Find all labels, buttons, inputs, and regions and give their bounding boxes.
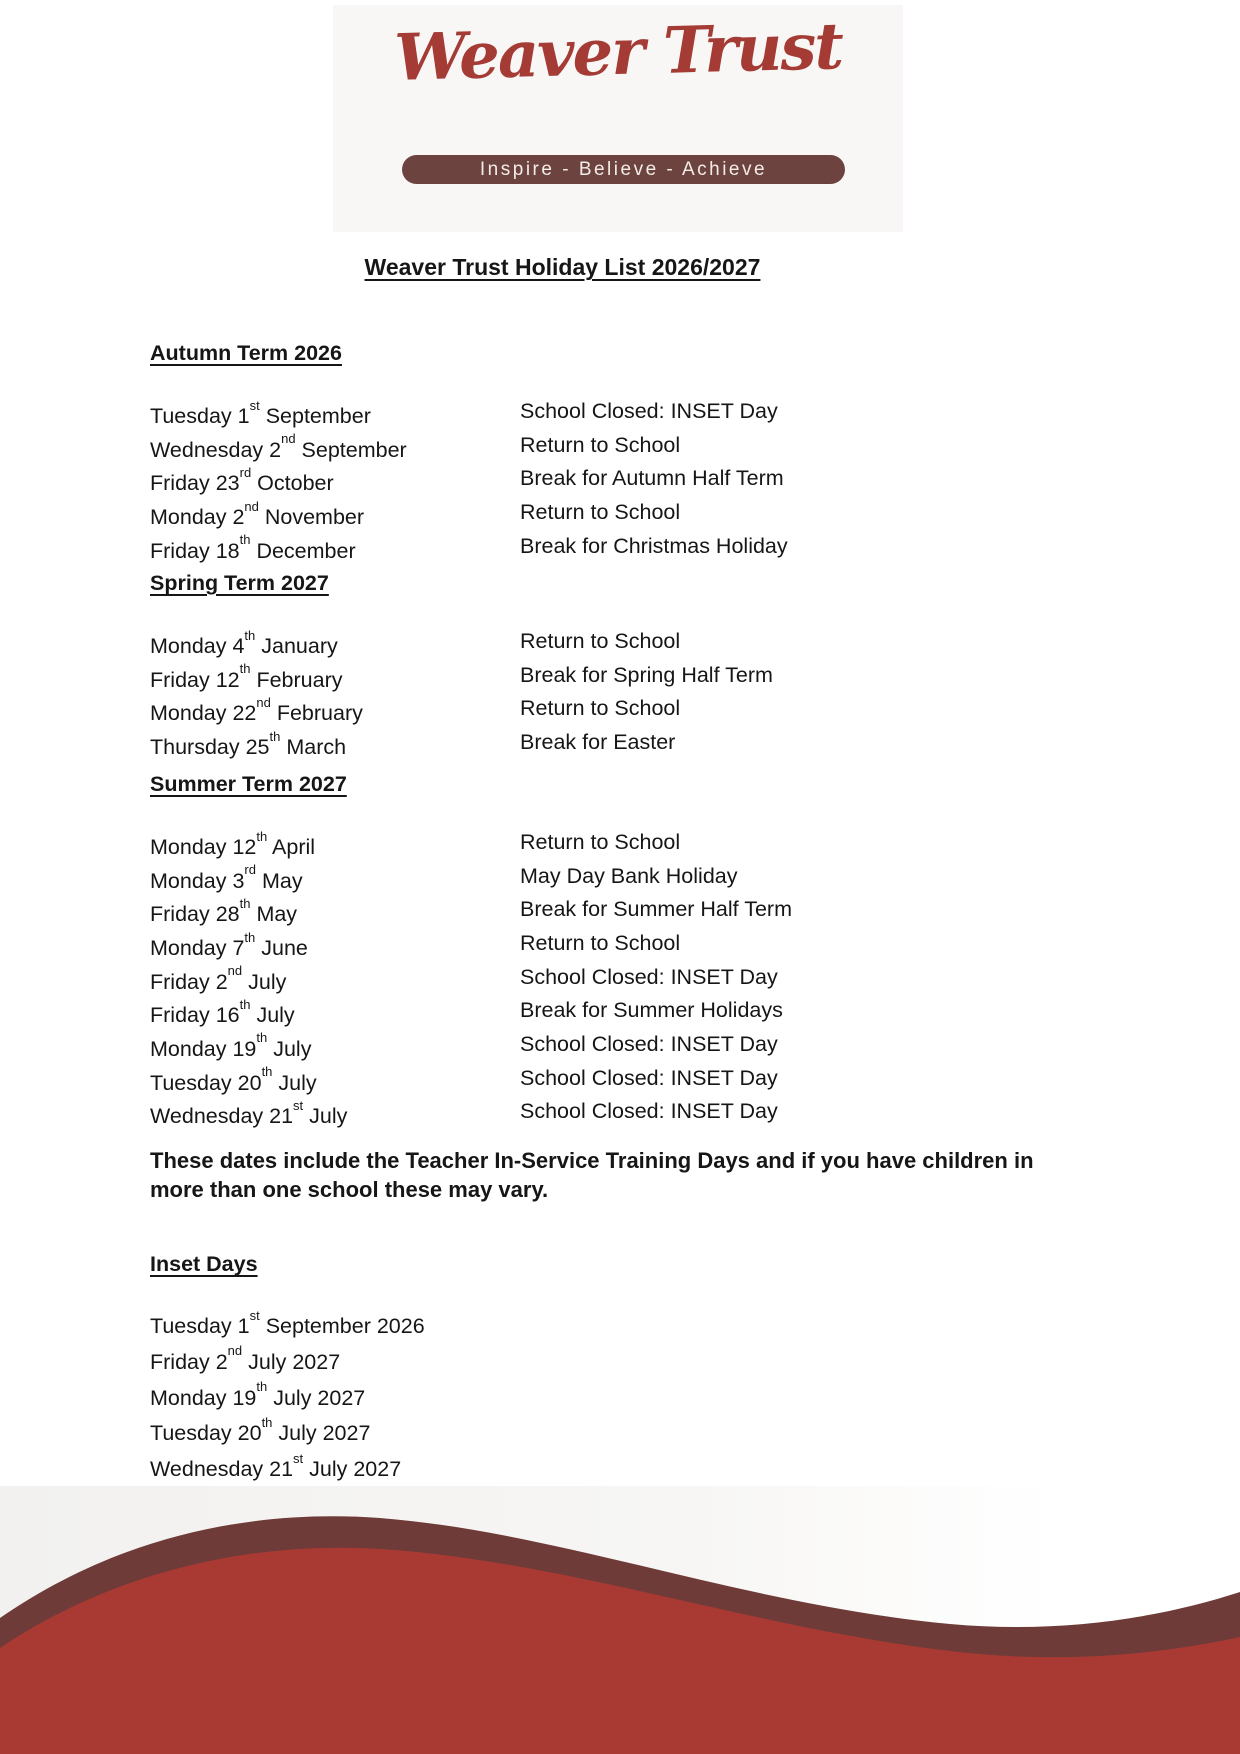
section-heading: Autumn Term 2026 bbox=[150, 341, 342, 365]
event-cell: School Closed: INSET Day bbox=[520, 399, 778, 423]
ordinal-superscript: rd bbox=[239, 464, 252, 480]
ordinal-superscript: th bbox=[261, 1064, 273, 1080]
ordinal-superscript: st bbox=[249, 397, 260, 413]
ordinal-superscript: th bbox=[261, 1414, 273, 1430]
date-cell: Friday 12th February bbox=[150, 661, 343, 692]
schedule-row bbox=[150, 532, 1100, 566]
schedule-row bbox=[150, 1097, 1100, 1131]
section-heading: Spring Term 2027 bbox=[150, 571, 329, 595]
date-cell: Monday 7th June bbox=[150, 929, 308, 961]
date-cell: Monday 12th April bbox=[150, 828, 316, 860]
ordinal-superscript: th bbox=[239, 895, 251, 911]
schedule-row bbox=[150, 397, 1100, 431]
schedule-row bbox=[150, 661, 1100, 695]
date-cell: Monday 2nd November bbox=[150, 498, 365, 530]
ordinal-superscript: st bbox=[293, 1097, 304, 1113]
schedule-rows bbox=[150, 397, 1100, 565]
tagline-banner bbox=[402, 155, 845, 184]
inset-day-item: Tuesday 1st September 2026 bbox=[150, 1307, 425, 1339]
note-paragraph: These dates include the Teacher In-Service Training Days and if you have children in more than one school these may vary. bbox=[150, 1148, 1034, 1202]
document-title: Weaver Trust Holiday List 2026/2027 bbox=[364, 254, 761, 280]
ordinal-superscript: th bbox=[239, 661, 251, 677]
event-cell: May Day Bank Holiday bbox=[520, 863, 738, 888]
ordinal-superscript: th bbox=[244, 929, 256, 945]
event-cell: Break for Christmas Holiday bbox=[520, 533, 788, 558]
schedule-row bbox=[150, 431, 1100, 465]
date-cell: Wednesday 21st July bbox=[150, 1097, 348, 1129]
event-cell: Break for Summer Half Term bbox=[520, 897, 793, 922]
ordinal-superscript: th bbox=[256, 828, 268, 844]
schedule-row bbox=[150, 862, 1100, 896]
inset-day-item: Friday 2nd July 2027 bbox=[150, 1343, 341, 1374]
ordinal-superscript: th bbox=[239, 996, 251, 1012]
event-cell: Return to School bbox=[520, 499, 681, 524]
ordinal-superscript: nd bbox=[227, 1343, 243, 1359]
tagline-text: Inspire - Believe - Achieve bbox=[479, 158, 768, 180]
ordinal-superscript: rd bbox=[244, 862, 256, 878]
ordinal-superscript: nd bbox=[244, 498, 259, 514]
event-cell: School Closed: INSET Day bbox=[520, 1065, 778, 1090]
date-cell: Friday 23rd October bbox=[150, 464, 334, 496]
date-cell: Monday 3rd May bbox=[150, 862, 303, 893]
section-heading: Summer Term 2027 bbox=[150, 772, 347, 796]
ordinal-superscript: th bbox=[244, 627, 256, 643]
date-cell: Friday 28th May bbox=[150, 895, 298, 927]
schedule-row bbox=[150, 996, 1100, 1030]
event-cell: Break for Spring Half Term bbox=[520, 662, 773, 687]
schedule-row bbox=[150, 1064, 1100, 1098]
schedule-row bbox=[150, 464, 1100, 498]
ordinal-superscript: st bbox=[293, 1450, 304, 1466]
ordinal-superscript: nd bbox=[281, 431, 296, 447]
date-cell: Wednesday 2nd September bbox=[150, 431, 407, 462]
inset-day-item: Wednesday 21st July 2027 bbox=[150, 1450, 402, 1482]
date-cell: Friday 18th December bbox=[150, 532, 356, 563]
schedule-row bbox=[150, 498, 1100, 532]
event-cell: Break for Easter bbox=[520, 729, 676, 754]
schedule-rows bbox=[150, 627, 1100, 762]
schedule-rows bbox=[150, 828, 1100, 1131]
schedule-row bbox=[150, 694, 1100, 728]
event-cell: Break for Autumn Half Term bbox=[520, 466, 784, 491]
date-cell: Monday 22nd February bbox=[150, 694, 363, 726]
ordinal-superscript: th bbox=[256, 1030, 268, 1046]
date-cell: Thursday 25th March bbox=[150, 728, 347, 760]
inset-days-list bbox=[150, 1306, 1050, 1485]
inset-days-section bbox=[150, 1251, 1050, 1485]
weaver-trust-logo bbox=[333, 5, 903, 232]
event-cell: Return to School bbox=[520, 432, 681, 457]
ordinal-superscript: th bbox=[239, 532, 251, 548]
term-section bbox=[150, 340, 1100, 565]
schedule-row bbox=[150, 627, 1100, 661]
date-cell: Tuesday 1st September bbox=[150, 397, 371, 429]
event-cell: Return to School bbox=[520, 629, 681, 653]
inset-day-item: Tuesday 20th July 2027 bbox=[150, 1414, 371, 1446]
brand-wordmark: Weaver Trust bbox=[393, 9, 843, 96]
event-cell: Return to School bbox=[520, 696, 681, 721]
ordinal-superscript: st bbox=[249, 1307, 260, 1323]
date-cell: Monday 19th July bbox=[150, 1030, 312, 1062]
ordinal-superscript: th bbox=[269, 728, 281, 744]
date-cell: Friday 2nd July bbox=[150, 963, 287, 994]
date-cell: Tuesday 20th July bbox=[150, 1064, 317, 1095]
schedule-row bbox=[150, 1030, 1100, 1064]
schedule-row bbox=[150, 895, 1100, 929]
schedule-row bbox=[150, 828, 1100, 862]
schedule-row bbox=[150, 728, 1100, 762]
ordinal-superscript: nd bbox=[227, 963, 243, 979]
ordinal-superscript: nd bbox=[256, 694, 271, 710]
ordinal-superscript: th bbox=[256, 1379, 268, 1395]
event-cell: Return to School bbox=[520, 930, 681, 955]
event-cell: School Closed: INSET Day bbox=[520, 1031, 778, 1056]
footer-wave bbox=[0, 1494, 1240, 1754]
term-section bbox=[150, 570, 1100, 762]
inset-days-heading: Inset Days bbox=[150, 1252, 258, 1276]
schedule-row bbox=[150, 929, 1100, 963]
date-cell: Friday 16th July bbox=[150, 996, 295, 1028]
event-cell: Return to School bbox=[520, 830, 681, 854]
event-cell: School Closed: INSET Day bbox=[520, 964, 778, 989]
event-cell: Break for Summer Holidays bbox=[520, 998, 783, 1023]
schedule-row bbox=[150, 963, 1100, 997]
term-section bbox=[150, 771, 1100, 1131]
date-cell: Monday 4th January bbox=[150, 627, 338, 659]
event-cell: School Closed: INSET Day bbox=[520, 1099, 778, 1124]
inset-day-item: Monday 19th July 2027 bbox=[150, 1379, 366, 1410]
